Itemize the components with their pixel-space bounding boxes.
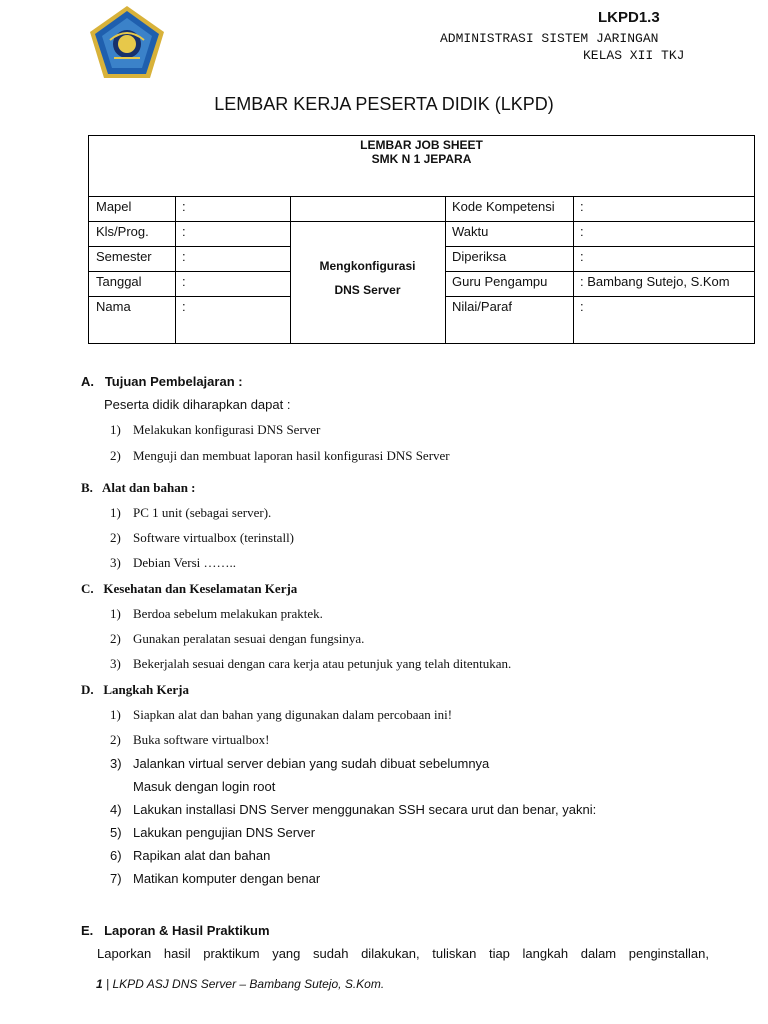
value-waktu: : — [580, 224, 584, 239]
school-emblem-logo — [88, 4, 166, 80]
value-semester: : — [182, 249, 186, 264]
topic-line-1: Mengkonfigurasi — [319, 259, 416, 273]
list-item: Gunakan peralatan sesuai dengan fungsinya. — [133, 631, 365, 646]
footer-text: | LKPD ASJ DNS Server – Bambang Sutejo, S.Kom. — [106, 977, 385, 991]
page-title: LEMBAR KERJA PESERTA DIDIK (LKPD) — [214, 94, 554, 114]
list-item: Matikan komputer dengan benar — [133, 871, 321, 886]
list-item-number: 2) — [110, 631, 121, 646]
label-mapel: Mapel — [96, 199, 132, 214]
section-a-title: A. Tujuan Pembelajaran : — [81, 374, 243, 389]
class-header: KELAS XII TKJ — [583, 48, 685, 63]
list-item-number: 6) — [110, 848, 122, 863]
list-item: Debian Versi …….. — [133, 555, 237, 570]
list-item: Bekerjalah sesuai dengan cara kerja atau petunjuk yang telah ditentukan. — [133, 656, 512, 671]
list-item: Jalankan virtual server debian yang sudah dibuat sebelumnya — [133, 756, 490, 771]
list-item-number: 1) — [110, 505, 121, 520]
list-item-number: 1) — [110, 707, 121, 722]
list-item-number: 3) — [110, 656, 121, 671]
list-item-number: 2) — [110, 732, 121, 747]
list-item: Berdoa sebelum melakukan praktek. — [133, 606, 323, 621]
school-name: SMK N 1 JEPARA — [371, 152, 472, 166]
label-kls-prog: Kls/Prog. — [96, 224, 149, 239]
section-e-text: Laporkan hasil praktikum yang sudah dilakukan, tuliskan tiap langkah dalam penginstallan, — [97, 946, 709, 961]
job-sheet-table — [88, 135, 755, 344]
list-item-number: 5) — [110, 825, 122, 840]
list-item-number: 1) — [110, 606, 121, 621]
list-item-number: 7) — [110, 871, 122, 886]
list-item: Lakukan installasi DNS Server menggunakan SSH secara urut dan benar, yakni: — [133, 802, 597, 817]
label-nama: Nama — [96, 299, 131, 314]
list-item-number: 3) — [110, 756, 122, 771]
value-diperiksa: : — [580, 249, 584, 264]
label-semester: Semester — [96, 249, 152, 264]
value-guru-pengampu: : Bambang Sutejo, S.Kom — [580, 274, 730, 289]
list-item-number: 2) — [110, 530, 121, 545]
list-item: Melakukan konfigurasi DNS Server — [133, 422, 321, 437]
section-d-title: D. Langkah Kerja — [81, 682, 189, 697]
value-tanggal: : — [182, 274, 186, 289]
section-c-title: C. Kesehatan dan Keselamatan Kerja — [81, 581, 298, 596]
list-item: Masuk dengan login root — [133, 779, 276, 794]
label-tanggal: Tanggal — [96, 274, 142, 289]
label-guru-pengampu: Guru Pengampu — [452, 274, 548, 289]
value-nama: : — [182, 299, 186, 314]
job-sheet-heading: LEMBAR JOB SHEET — [360, 138, 483, 152]
value-mapel: : — [182, 199, 186, 214]
list-item: Menguji dan membuat laporan hasil konfigurasi DNS Server — [133, 448, 450, 463]
label-nilai-paraf: Nilai/Paraf — [452, 299, 512, 314]
list-item: Software virtualbox (terinstall) — [133, 530, 295, 545]
list-item-number: 2) — [110, 448, 121, 463]
list-item: PC 1 unit (sebagai server). — [133, 505, 272, 520]
label-diperiksa: Diperiksa — [452, 249, 507, 264]
list-item-number: 3) — [110, 555, 121, 570]
section-a-intro: Peserta didik diharapkan dapat : — [104, 397, 291, 412]
page-number: 1 — [96, 977, 103, 991]
label-waktu: Waktu — [452, 224, 489, 239]
value-kls-prog: : — [182, 224, 186, 239]
label-kode-kompetensi: Kode Kompetensi — [452, 199, 555, 214]
list-item-number: 4) — [110, 802, 122, 817]
list-item: Siapkan alat dan bahan yang digunakan dalam percobaan ini! — [133, 707, 453, 722]
section-e-title: E. Laporan & Hasil Praktikum — [81, 923, 270, 938]
list-item-number: 1) — [110, 422, 121, 437]
list-item: Buka software virtualbox! — [133, 732, 270, 747]
page-footer — [96, 977, 384, 991]
topic-line-2: DNS Server — [334, 283, 401, 297]
subject-header: ADMINISTRASI SISTEM JARINGAN — [440, 31, 659, 46]
value-nilai-paraf: : — [580, 299, 584, 314]
document-code: LKPD1.3 — [598, 9, 660, 26]
value-kode-kompetensi: : — [580, 199, 584, 214]
list-item: Lakukan pengujian DNS Server — [133, 825, 316, 840]
section-b-title: B. Alat dan bahan : — [81, 480, 196, 495]
list-item: Rapikan alat dan bahan — [133, 848, 271, 863]
